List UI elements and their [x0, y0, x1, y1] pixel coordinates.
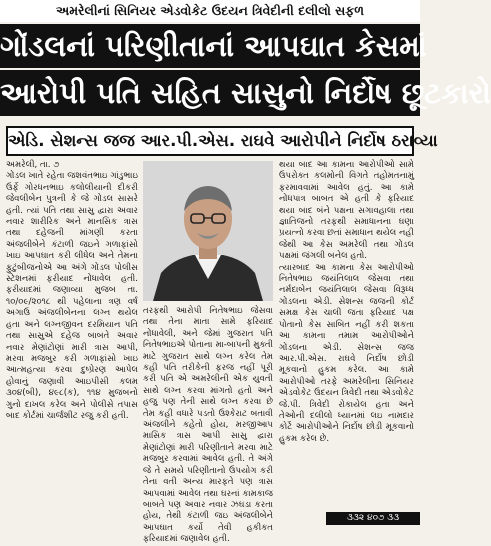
article-column-1 — [6, 160, 138, 525]
footer-strip: ૩૩૨ ૪૦૭ ૩૩ — [326, 512, 420, 525]
portrait-icon — [143, 161, 273, 301]
sub-headline: એડિ. સેશન્સ જજ આર.પી.એસ. રાઘવે આરોપીને નિર્દોષ ઠરાવ્યા — [6, 126, 414, 156]
advocate-portrait-photo — [143, 161, 273, 301]
column-2-text: તરફથી આરોપી નિતેષભાઇ જેસવા તથા તેના માતા સામે ફરિયાદ નોંધાવેલી, અને જેમાં ગુજરાત પતિ નિતેષભાઇએ પોતાના મા-બાપની મુક્તી માટે ગુજરાત સાથે લગ્ન કરેલ તેમ કહી પતિ તરીકેની ફરજ નહીં પૂરી કરી પતિ એ અમરેલીની એક યુવતી સાથે લગ્ન કરવા માંગતો હતો અને હજુ પણ તેની સાથે લગ્ન કરવા છે તેમ કહી વધારે પડતો ઉશ્કેરાટ બતાવી અંજલીને કહેતો હોય, મરજીઆપ માસિક ત્રાસ આપી સાસુ દ્વારા મેણાંટોણાં મારી પરિણીતાને મરવા માટે મજબુર કરવામાં આવેલ હતી. તે અંગે જે તે સમયે પરિણીતાનો ઉપયોગ કરી તેના વતી અન્ય મારફતે પણ ત્રાસ આપવામાં આવેલ તથા ઘરનાં કામકાજ બાબતે પણ અવાર નવાર ઝઘડા કરતા હોય, તેથી કંટાળી જઇ અંજલીબેને આપઘાત કર્યો તેવી હકીકત ફરિયાદમાં જણાવેલ હતી. — [143, 306, 273, 545]
article-column-3 — [279, 160, 414, 525]
kicker-line: અમરેલીનાં સિનિયર એડવોકેટ ઉદયન ત્રિવેદીની દલીલો સફળ — [0, 0, 420, 22]
column-1-text: અમરેલી, તા. ૭ ગોંડલ ખાતે રહેતા જશવંતભાઇ ગાંડુભાઇ ઉર્ફે ગોરધનભાઇ કલોલીયાની દીકરી જેવલીબેન પુત્રની કે જે ગોંડલ સાસરે હતી. ત્યાં પતિ તથા સાસુ દ્વારા અવાર નવાર શારીરિક અને માનસિક ત્રાસ તથા દહેજની માંગણી કરતા અંજલીબેને કંટાળી જઇને ગળાફાંસો ખાઇ આપઘાત કરી લીધેલ અને તેમના ફુટુંબીજનોએ આ અંગે ગોંડલ પોલીસ સ્ટેશનમાં ફરીયાદ નોંધાવેલ હતી. ફરીયાદમાં જણાવ્યા મુજબ તા. ૧૦/૦૯/૨૦૧૮ થી પહેલાના ત્રણ વર્ષ અગાઉ અંજલીબેનના લગ્ન થયેલ હતા અને લગ્નજીવન દરમિયાન પતિ તથા સાસુએ દહેજ બાબતે અવાર નવાર મેણાંટોણાં મારી ત્રાસ આપી, મરવા મજબુર કરી ગળાફાંસો ખાઇ આત્મહત્યા કરવા દુષ્પ્રેરણ આપેલ હોવાનું જણાવી આઇપીસી કલમ ૩૦૪(બી), ૪૯૮(ક), ૧૧૪ મુજબનો ગુનો દાખલ કરેલ અને પોલીસે તપાસ બાદ કોર્ટમાં ચાર્જશીટ રજુ કરી હતી. — [6, 160, 138, 421]
headline-line-1: ગોંડલનાં પરિણીતાનાં આપઘાત કેસમાં — [0, 24, 420, 68]
column-3-text: થયા બાદ આ કામના આરોપીઓ સામે ઉપરોક્ત કલમોની વિગતે તહોમતનામું ફરમાવવામાં આવેલ હતું. આ કામે નોંધપાત્ર બાબત એ હતી કે ફરિયાદ થયા બાદ બંને પક્ષના સગાવહાલા તથા જ્ઞાતિજનો તરફથી સમાધાનના ઘણા પ્રયત્નો કરવા છતાં સમાધાન થયેલ નહી જેથી આ કેસ અમરેલી તથા ગોંડલ પક્ષમાં જંગલી બનેલ હતો. ત્યારબાદ આ કામના કેસ આરોપીઓ નિતેષભાઇ જયંતિલાલ જેસવા તથા નર્મદાબેન જયંતિલાલ જેસવા વિરૂધ્ધ ગોંડલના એડી. સેશન્સ જજની કોર્ટ સમક્ષ કેસ ચાલી જતા ફરિયાદ પક્ષ પોતાનો કેસ સાબિત નહીં કરી શકતા આ કામના તમામ આરોપીઓને ગોંડલના એડી. સેશન્સ જજ આર.પી.એસ. રાઘવે નિર્દોષ છોડી મૂકવાનો હુકમ કરેલ. આ કામે આરોપીઓ તરફે અમરેલીના સિનિયર એડવોકેટ ઉદયન ત્રિવેદી તથા એડવોકેટ જે.પી. ત્રિવેદી રોકાયેલ હતા અને તેઓની દલીલો ધ્યાનમાં લઇ નામદાર કોર્ટે આરોપીઓને નિર્દોષ છોડી મૂકવાનો હુકમ કરેલ છે. — [279, 160, 414, 444]
headline-line-2: આરોપી પતિ સહિત સાસુનો નિર્દોષ છૂટકારો — [0, 70, 420, 116]
article-column-2 — [143, 306, 273, 545]
